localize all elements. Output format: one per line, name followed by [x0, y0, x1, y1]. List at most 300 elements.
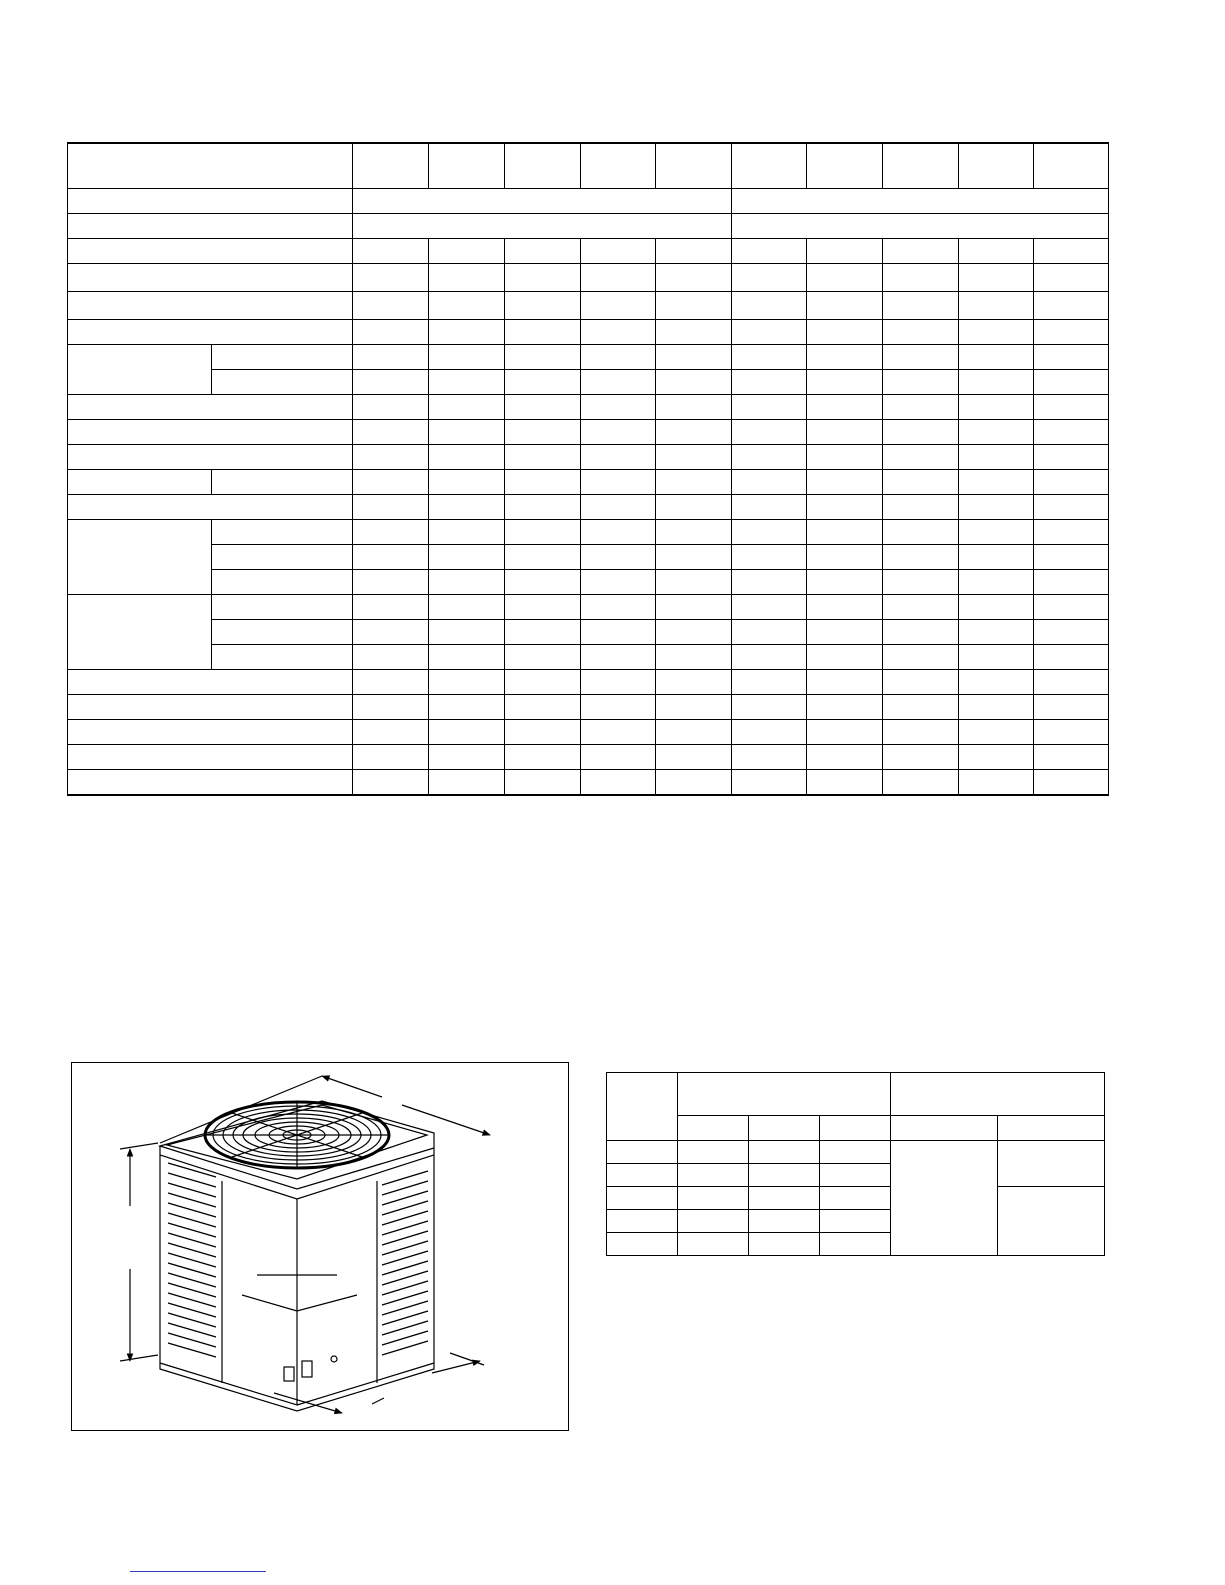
table-row: [68, 320, 1109, 345]
table-cell: [807, 292, 883, 320]
table-cell: [998, 1187, 1105, 1256]
table-cell: [581, 345, 656, 370]
row-label: [68, 239, 353, 264]
table-cell: [581, 670, 656, 695]
table-cell: [656, 745, 732, 770]
table-cell: [353, 520, 429, 545]
table-cell: [656, 239, 732, 264]
table-cell: [581, 320, 656, 345]
table-cell: [353, 670, 429, 695]
table-cell: [1034, 520, 1109, 545]
table-cell: [959, 239, 1034, 264]
table-cell: [732, 695, 807, 720]
dim-model-header: [607, 1073, 678, 1141]
table-cell: [429, 670, 505, 695]
table-cell: [1034, 720, 1109, 745]
table-cell: [883, 420, 959, 445]
table-cell: [807, 570, 883, 595]
group-cell: [732, 214, 1109, 239]
table-cell: [883, 320, 959, 345]
table-cell: [807, 495, 883, 520]
table-cell: [505, 420, 581, 445]
table-row: [68, 370, 1109, 395]
table-cell: [353, 320, 429, 345]
table-row: [68, 645, 1109, 670]
table-cell: [656, 595, 732, 620]
model-header-cell: [883, 143, 959, 189]
table-cell: [883, 670, 959, 695]
model-header-cell: [656, 143, 732, 189]
table-cell: [581, 570, 656, 595]
table-cell: [883, 395, 959, 420]
table-cell: [353, 745, 429, 770]
group-cell: [353, 189, 732, 214]
row-sublabel: [212, 645, 353, 670]
footer-link[interactable]: [130, 1570, 266, 1572]
table-row: [68, 239, 1109, 264]
table-cell: [807, 745, 883, 770]
table-cell: [429, 345, 505, 370]
row-label: [68, 264, 353, 292]
table-cell: [1034, 264, 1109, 292]
table-cell: [353, 495, 429, 520]
group-cell: [353, 214, 732, 239]
table-cell: [429, 370, 505, 395]
row-label: [68, 695, 353, 720]
table-cell: [732, 620, 807, 645]
table-cell: [959, 445, 1034, 470]
table-cell: [959, 595, 1034, 620]
table-cell: [1034, 570, 1109, 595]
table-cell: [353, 470, 429, 495]
table-cell: [505, 370, 581, 395]
table-cell: [607, 1233, 678, 1256]
table-cell: [505, 292, 581, 320]
table-cell: [807, 770, 883, 796]
table-cell: [959, 495, 1034, 520]
service-valves: [284, 1356, 337, 1381]
table-cell: [429, 470, 505, 495]
table-cell: [959, 292, 1034, 320]
table-cell: [607, 1141, 678, 1164]
table-cell: [505, 320, 581, 345]
table-cell: [820, 1233, 891, 1256]
row-sublabel: [212, 345, 353, 370]
table-cell: [505, 595, 581, 620]
model-header-label: [68, 143, 353, 189]
table-cell: [807, 470, 883, 495]
table-cell: [1034, 239, 1109, 264]
row-group-label: [68, 520, 212, 595]
table-row: [68, 395, 1109, 420]
table-cell: [353, 720, 429, 745]
row-group-label: [68, 345, 212, 395]
table-cell: [678, 1164, 749, 1187]
table-cell: [732, 370, 807, 395]
row-label: [68, 720, 353, 745]
table-cell: [505, 770, 581, 796]
table-cell: [678, 1187, 749, 1210]
table-cell: [1034, 370, 1109, 395]
table-cell: [429, 395, 505, 420]
table-cell: [959, 620, 1034, 645]
table-cell: [429, 292, 505, 320]
table-cell: [732, 545, 807, 570]
table-cell: [429, 770, 505, 796]
table-cell: [959, 345, 1034, 370]
table-cell: [505, 495, 581, 520]
table-cell: [883, 720, 959, 745]
dim-sub-header: [820, 1116, 891, 1141]
table-cell: [959, 745, 1034, 770]
table-cell: [807, 520, 883, 545]
table-cell: [749, 1141, 820, 1164]
table-cell: [1034, 545, 1109, 570]
table-cell: [883, 595, 959, 620]
table-cell: [959, 395, 1034, 420]
table-cell: [749, 1164, 820, 1187]
table-cell: [883, 239, 959, 264]
table-cell: [678, 1141, 749, 1164]
table-cell: [656, 520, 732, 545]
table-cell: [656, 570, 732, 595]
table-cell: [891, 1141, 998, 1256]
dim-sub-header: [749, 1116, 820, 1141]
table-cell: [581, 770, 656, 796]
table-cell: [959, 370, 1034, 395]
table-cell: [820, 1164, 891, 1187]
table-cell: [353, 264, 429, 292]
table-cell: [820, 1187, 891, 1210]
table-cell: [883, 495, 959, 520]
table-cell: [581, 720, 656, 745]
table-cell: [959, 645, 1034, 670]
table-cell: [353, 420, 429, 445]
table-cell: [959, 570, 1034, 595]
dim-subheader-row: [607, 1116, 1105, 1141]
table-row: [68, 520, 1109, 545]
table-cell: [807, 620, 883, 645]
table-cell: [581, 545, 656, 570]
table-cell: [505, 570, 581, 595]
model-header-cell: [429, 143, 505, 189]
table-row: [68, 445, 1109, 470]
table-cell: [429, 695, 505, 720]
table-row: [68, 420, 1109, 445]
table-cell: [807, 320, 883, 345]
table-cell: [656, 620, 732, 645]
table-cell: [883, 445, 959, 470]
table-cell: [1034, 320, 1109, 345]
table-cell: [353, 620, 429, 645]
table-row: [68, 264, 1109, 292]
table-cell: [505, 695, 581, 720]
row-label: [68, 395, 353, 420]
table-row: [68, 720, 1109, 745]
table-cell: [820, 1210, 891, 1233]
table-cell: [505, 264, 581, 292]
table-cell: [749, 1210, 820, 1233]
table-cell: [1034, 345, 1109, 370]
table-cell: [656, 695, 732, 720]
table-cell: [505, 620, 581, 645]
table-row: [607, 1187, 1105, 1210]
table-cell: [959, 545, 1034, 570]
model-header-cell: [353, 143, 429, 189]
table-cell: [353, 695, 429, 720]
table-cell: [353, 445, 429, 470]
table-cell: [581, 292, 656, 320]
table-cell: [353, 239, 429, 264]
table-cell: [429, 570, 505, 595]
table-cell: [1034, 470, 1109, 495]
table-cell: [429, 595, 505, 620]
table-cell: [353, 395, 429, 420]
table-cell: [581, 620, 656, 645]
table-cell: [807, 720, 883, 745]
model-header-cell: [581, 143, 656, 189]
table-cell: [883, 545, 959, 570]
table-cell: [581, 420, 656, 445]
table-cell: [883, 570, 959, 595]
table-cell: [656, 320, 732, 345]
table-cell: [353, 345, 429, 370]
row-sublabel: [212, 545, 353, 570]
row-label: [68, 670, 353, 695]
table-cell: [732, 239, 807, 264]
table-cell: [807, 345, 883, 370]
specifications-table: [67, 142, 1109, 796]
table-cell: [959, 470, 1034, 495]
row-label: [68, 214, 353, 239]
model-header-cell: [732, 143, 807, 189]
table-cell: [505, 345, 581, 370]
table-cell: [353, 770, 429, 796]
dim-group-header: [678, 1073, 891, 1116]
table-cell: [959, 320, 1034, 345]
table-cell: [749, 1233, 820, 1256]
table-cell: [581, 595, 656, 620]
table-cell: [656, 395, 732, 420]
table-cell: [581, 264, 656, 292]
table-cell: [959, 720, 1034, 745]
table-cell: [505, 445, 581, 470]
table-cell: [505, 545, 581, 570]
table-cell: [807, 395, 883, 420]
table-cell: [1034, 695, 1109, 720]
table-row: [68, 292, 1109, 320]
table-cell: [732, 292, 807, 320]
table-cell: [807, 445, 883, 470]
table-cell: [883, 770, 959, 796]
table-cell: [353, 370, 429, 395]
table-row: [68, 570, 1109, 595]
table-cell: [353, 292, 429, 320]
row-sublabel: [212, 570, 353, 595]
model-header-cell: [959, 143, 1034, 189]
table-cell: [505, 520, 581, 545]
table-row: [68, 214, 1109, 239]
table-cell: [581, 645, 656, 670]
row-label: [68, 292, 353, 320]
table-cell: [656, 720, 732, 745]
table-cell: [505, 745, 581, 770]
table-cell: [732, 720, 807, 745]
table-cell: [732, 595, 807, 620]
table-cell: [883, 370, 959, 395]
table-cell: [505, 470, 581, 495]
table-cell: [732, 520, 807, 545]
table-cell: [883, 695, 959, 720]
row-label: [68, 445, 353, 470]
table-cell: [581, 395, 656, 420]
table-cell: [1034, 770, 1109, 796]
table-cell: [959, 770, 1034, 796]
model-header-cell: [505, 143, 581, 189]
table-cell: [429, 620, 505, 645]
model-header-cell: [807, 143, 883, 189]
row-sublabel: [212, 595, 353, 620]
table-cell: [807, 695, 883, 720]
table-cell: [581, 445, 656, 470]
table-cell: [656, 370, 732, 395]
table-cell: [656, 770, 732, 796]
row-sublabel: [212, 470, 353, 495]
table-cell: [883, 745, 959, 770]
row-label: [68, 189, 353, 214]
table-row: [68, 770, 1109, 796]
table-cell: [678, 1210, 749, 1233]
table-cell: [959, 670, 1034, 695]
group-cell: [732, 189, 1109, 214]
table-cell: [732, 320, 807, 345]
right-louvers: [382, 1171, 428, 1355]
table-cell: [607, 1164, 678, 1187]
table-cell: [732, 470, 807, 495]
table-row: [68, 345, 1109, 370]
table-cell: [959, 520, 1034, 545]
table-cell: [429, 264, 505, 292]
condensing-unit-drawing: [72, 1063, 568, 1430]
table-row: [607, 1141, 1105, 1164]
table-row: [68, 670, 1109, 695]
table-cell: [807, 239, 883, 264]
table-cell: [883, 645, 959, 670]
table-cell: [429, 545, 505, 570]
table-cell: [732, 645, 807, 670]
table-cell: [656, 345, 732, 370]
table-cell: [656, 470, 732, 495]
table-cell: [959, 264, 1034, 292]
table-cell: [656, 264, 732, 292]
table-cell: [656, 292, 732, 320]
table-row: [68, 620, 1109, 645]
table-cell: [581, 745, 656, 770]
table-cell: [732, 670, 807, 695]
table-row: [68, 695, 1109, 720]
table-row: [68, 545, 1109, 570]
row-label: [68, 745, 353, 770]
dim-group-header: [891, 1073, 1105, 1116]
table-cell: [353, 645, 429, 670]
table-cell: [678, 1233, 749, 1256]
table-cell: [656, 645, 732, 670]
table-cell: [1034, 745, 1109, 770]
table-cell: [353, 545, 429, 570]
table-cell: [807, 370, 883, 395]
table-cell: [883, 620, 959, 645]
table-cell: [581, 239, 656, 264]
left-louvers: [168, 1163, 216, 1357]
table-cell: [429, 495, 505, 520]
table-cell: [429, 520, 505, 545]
row-sublabel: [212, 520, 353, 545]
table-cell: [656, 420, 732, 445]
table-cell: [883, 264, 959, 292]
table-cell: [656, 445, 732, 470]
table-row: [68, 189, 1109, 214]
table-cell: [732, 395, 807, 420]
row-label: [68, 770, 353, 796]
table-cell: [732, 420, 807, 445]
table-cell: [749, 1187, 820, 1210]
table-cell: [656, 670, 732, 695]
table-cell: [959, 420, 1034, 445]
table-cell: [1034, 445, 1109, 470]
model-header-row: [68, 143, 1109, 189]
table-cell: [429, 320, 505, 345]
table-cell: [505, 239, 581, 264]
table-cell: [732, 445, 807, 470]
table-cell: [505, 395, 581, 420]
dim-header-row: [607, 1073, 1105, 1116]
table-cell: [732, 264, 807, 292]
row-sublabel: [212, 620, 353, 645]
table-cell: [607, 1210, 678, 1233]
table-cell: [429, 645, 505, 670]
table-cell: [1034, 620, 1109, 645]
table-cell: [1034, 495, 1109, 520]
table-cell: [656, 495, 732, 520]
dim-sub-header: [891, 1116, 998, 1141]
table-cell: [820, 1141, 891, 1164]
table-cell: [1034, 395, 1109, 420]
table-cell: [959, 695, 1034, 720]
table-cell: [429, 239, 505, 264]
table-cell: [353, 570, 429, 595]
model-header-cell: [1034, 143, 1109, 189]
table-cell: [807, 595, 883, 620]
table-cell: [807, 670, 883, 695]
table-cell: [581, 520, 656, 545]
row-sublabel: [212, 370, 353, 395]
table-cell: [581, 495, 656, 520]
table-cell: [429, 745, 505, 770]
row-label: [68, 420, 353, 445]
table-cell: [1034, 645, 1109, 670]
table-cell: [505, 720, 581, 745]
table-cell: [429, 720, 505, 745]
row-label: [68, 495, 353, 520]
table-cell: [1034, 670, 1109, 695]
table-cell: [883, 520, 959, 545]
table-cell: [505, 645, 581, 670]
table-cell: [1034, 292, 1109, 320]
table-cell: [581, 470, 656, 495]
dimensions-table: [606, 1072, 1105, 1256]
table-cell: [505, 670, 581, 695]
table-cell: [807, 645, 883, 670]
